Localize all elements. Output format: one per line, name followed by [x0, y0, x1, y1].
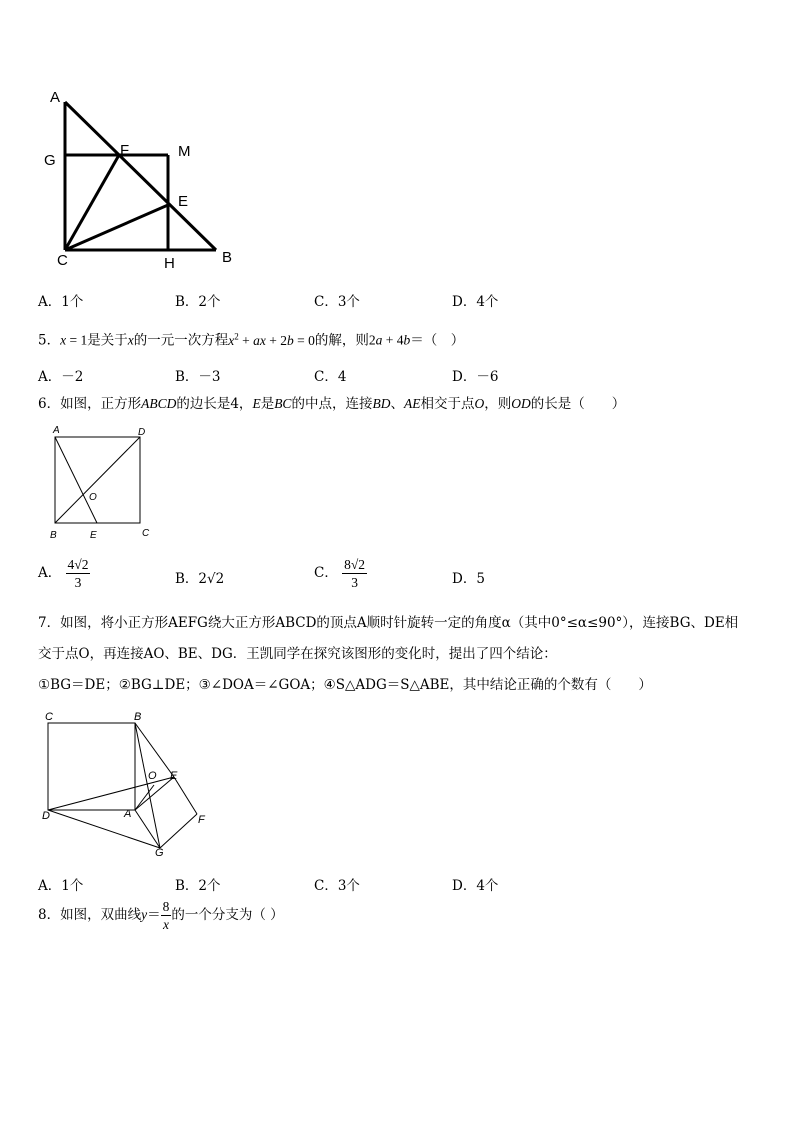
q5-x-eq: x: [60, 332, 67, 348]
q6-option-d: D．5: [452, 571, 485, 587]
q6-stem: [38, 395, 625, 413]
q5-mid: 的一元一次方程: [133, 332, 229, 349]
q6-text-c: 是: [260, 396, 275, 412]
q5-option-b: B．－3: [175, 369, 221, 385]
q7-option-b: B．2个: [175, 878, 221, 894]
q8-post: 的一个分支为（ ）: [171, 907, 284, 923]
q6-option-a-prefix: A．: [38, 565, 62, 581]
label-E: E: [178, 193, 189, 210]
q6-text-d: 的中点，连接: [291, 396, 373, 412]
q6-text-f: ，则: [484, 396, 512, 412]
q6-option-a-fraction: [66, 556, 91, 591]
q6-label-A: A: [53, 425, 60, 436]
q6-o: O: [474, 396, 485, 411]
q6-label-D: D: [138, 427, 146, 438]
q6-text-b: 的边长是4，: [176, 396, 253, 412]
q6-option-c-fraction: [342, 556, 367, 591]
q6-text-e: 相交于点: [420, 396, 475, 412]
q6-label-O: O: [89, 492, 97, 503]
q7-label-O: O: [148, 770, 157, 782]
q6-option-b: B．2√2: [175, 571, 225, 587]
q6-option-a-num: 4√2: [67, 557, 89, 572]
q8-eq: ＝: [147, 907, 161, 923]
q7-label-A: A: [124, 808, 132, 820]
q4-option-a: A．1个: [38, 294, 84, 310]
q8-stem: [38, 898, 284, 933]
q5-pre: 是关于: [87, 332, 128, 349]
q7-label-C: C: [45, 711, 53, 723]
q8-num: 8: [162, 899, 170, 914]
q6-label-C: C: [142, 528, 150, 539]
q5-option-c: C．4: [314, 369, 347, 385]
q6-option-c-den: 3: [351, 575, 358, 590]
q6-label-E: E: [90, 530, 97, 541]
q6-option-a-den: 3: [74, 575, 82, 590]
q7-option-d: D．4个: [452, 878, 499, 894]
q7-line-1: 7．如图，将小正方形AEFG绕大正方形ABCD的顶点A顺时针旋转一定的角度α（其中0°≤α≤90°），连接BG、DE相: [38, 615, 739, 631]
q7-label-E: E: [170, 770, 178, 782]
q6-abcd: ABCD: [141, 396, 177, 411]
q4-option-c: C．3个: [314, 294, 360, 310]
q4-option-d: D．4个: [452, 294, 499, 310]
q6-option-c: [314, 556, 367, 591]
label-M: M: [178, 143, 191, 160]
q5-suffix: 的解，则: [314, 332, 369, 349]
q5-var: x: [127, 332, 134, 348]
q7-figure: [38, 705, 218, 860]
q6-e: E: [252, 396, 261, 411]
label-A: A: [50, 89, 61, 106]
q8-fraction: [161, 898, 172, 933]
q6-bc: BC: [274, 396, 292, 411]
q5-equation: $x^2$ + ax + 2b = 0: [228, 331, 315, 348]
q7-label-G: G: [155, 847, 164, 859]
q8-den: x: [162, 917, 169, 932]
q6-sep: 、: [390, 396, 404, 412]
q8-y: y: [141, 907, 148, 922]
q7-option-a: A．1个: [38, 878, 84, 894]
label-C: C: [57, 252, 68, 269]
q6-figure: [45, 422, 160, 544]
q6-option-c-num: 8√2: [344, 557, 366, 572]
q7-option-c: C．3个: [314, 878, 360, 894]
q4-figure: [40, 85, 250, 270]
q5-stem: 5．x = 1是关于x的一元一次方程$x^2$ + ax + 2b = 0的解，则2a + 4b＝（ ）: [38, 331, 465, 349]
q6-od: OD: [511, 396, 531, 411]
q6-option-c-prefix: C．: [314, 565, 338, 581]
q5-asks: ＝（ ）: [410, 332, 465, 349]
q7-label-F: F: [198, 814, 205, 826]
label-H: H: [164, 255, 175, 270]
q7-line-2: 交于点O，再连接AO、BE、DG．王凯同学在探究该图形的变化时，提出了四个结论：: [38, 646, 557, 662]
q4-option-b: B．2个: [175, 294, 221, 310]
q7-line-3: ①BG＝DE；②BG⊥DE；③∠DOA＝∠GOA；④S△ADG＝S△ABE，其中结论正确的个数有（ ）: [38, 677, 652, 693]
q5-option-a: A．－2: [38, 369, 84, 385]
label-B: B: [222, 249, 233, 266]
q5-expr: 2a + 4b: [368, 332, 411, 348]
q7-label-B: B: [134, 711, 142, 723]
q5-number: 5．: [38, 332, 61, 349]
q7-label-D: D: [42, 810, 50, 822]
q6-label-B: B: [50, 530, 57, 541]
q6-text-a: 6．如图，正方形: [38, 396, 142, 412]
q6-text-g: 的长是（ ）: [530, 396, 626, 412]
q6-option-a: [38, 556, 90, 591]
q8-pre: 8．如图，双曲线: [38, 907, 142, 923]
label-F: F: [120, 142, 130, 159]
q6-ae: AE: [403, 396, 421, 411]
q5-option-d: D．－6: [452, 369, 499, 385]
label-G: G: [44, 152, 56, 169]
q6-bd: BD: [372, 396, 391, 411]
